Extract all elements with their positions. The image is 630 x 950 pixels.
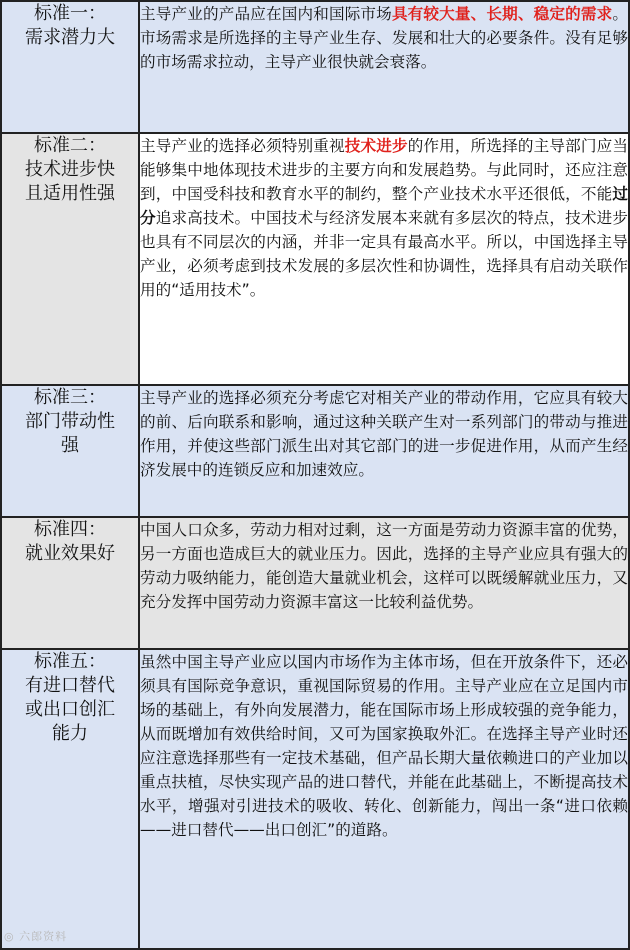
- row-body-cell: [139, 133, 629, 385]
- row-body-cell: [139, 517, 629, 649]
- row-body-cell: [139, 385, 629, 517]
- table-row: [1, 1, 629, 133]
- row-label-cell: [1, 133, 139, 385]
- table-row: [1, 649, 629, 949]
- table-row: [1, 517, 629, 649]
- body-text: 中国人口众多，劳动力相对过剩，这一方面是劳动力资源丰富的优势，另一方面也造成巨大的就业压力。因此，选择的主导产业应具有强大的劳动力吸纳能力，能创造大量就业机会，这样可以既缓解就业压力，又充分发挥中国劳动力资源丰富这一比较利益优势。: [140, 521, 628, 611]
- body-emphasis: 技术进步: [344, 137, 408, 155]
- body-bold: 过分: [140, 185, 628, 227]
- body-text: 追求高技术。中国技术与经济发展本来就有多层次的特点，技术进步也具有不同层次的内涵，并非一定具有最高水平。所以，中国选择主导产业，必须考虑到技术发展的多层次性和协调性，选择具有启动关联作用的“适用技术”。: [140, 209, 628, 299]
- body-text: 主导产业的产品应在国内和国际市场: [140, 5, 392, 23]
- criterion-label: 标准一： 需求潜力大: [25, 3, 115, 48]
- table-row: [1, 133, 629, 385]
- row-body-cell: [139, 649, 629, 949]
- body-text: 虽然中国主导产业应以国内市场作为主体市场，但在开放条件下，还必须具有国际竞争意识，重视国际贸易的作用。主导产业应在立足国内市场的基础上，有外向发展潜力，能在国际市场上形成较强的竞争能力，从而既增加有效供给时间，又可为国家换取外汇。在选择主导产业时还应注意选择那些有一定技术基础，但产品长期大量依赖进口的产业加以重点扶植，尽快实现产品的进口替代，并能在此基础上，不断提高技术水平，增强对引进技术的吸收、转化、创新能力，闯出一条“进口依赖——进口替代——出口创汇”的道路。: [140, 653, 628, 839]
- row-label-cell: [1, 1, 139, 133]
- row-label-cell: [1, 385, 139, 517]
- body-text: 主导产业的选择必须充分考虑它对相关产业的带动作用，它应具有较大的前、后向联系和影响，通过这种关联产生对一系列部门的带动与推进作用，并使这些部门派生出对其它部门的进一步促进作用，从而产生经济发展中的连锁反应和加速效应。: [140, 389, 628, 479]
- criterion-label: 标准三： 部门带动性 强: [25, 387, 115, 456]
- criterion-label: 标准五： 有进口替代 或出口创汇 能力: [25, 651, 115, 744]
- body-emphasis: 具有较大量、长期、稳定的需求: [391, 5, 613, 23]
- criterion-label: 标准二： 技术进步快 且适用性强: [25, 135, 115, 204]
- table-row: [1, 385, 629, 517]
- watermark: [4, 928, 67, 944]
- row-label-cell: [1, 517, 139, 649]
- criterion-label: 标准四： 就业效果好: [25, 519, 115, 564]
- row-label-cell: [1, 649, 139, 949]
- row-body-cell: [139, 1, 629, 133]
- weibo-icon: ◎: [4, 930, 15, 943]
- watermark-text: 六郎资料: [19, 930, 68, 943]
- body-text: 。市场需求是所选择的主导产业生存、发展和壮大的必要条件。没有足够的市场需求拉动，主导产业很快就会衰落。: [140, 5, 628, 71]
- body-text: 的作用，所选择的主导部门应当能够集中地体现技术进步的主要方向和发展趋势。与此同时，还应注意到，中国受科技和教育水平的制约，整个产业技术水平还很低，不能: [140, 137, 628, 203]
- body-text: 主导产业的选择必须特别重视: [140, 137, 345, 155]
